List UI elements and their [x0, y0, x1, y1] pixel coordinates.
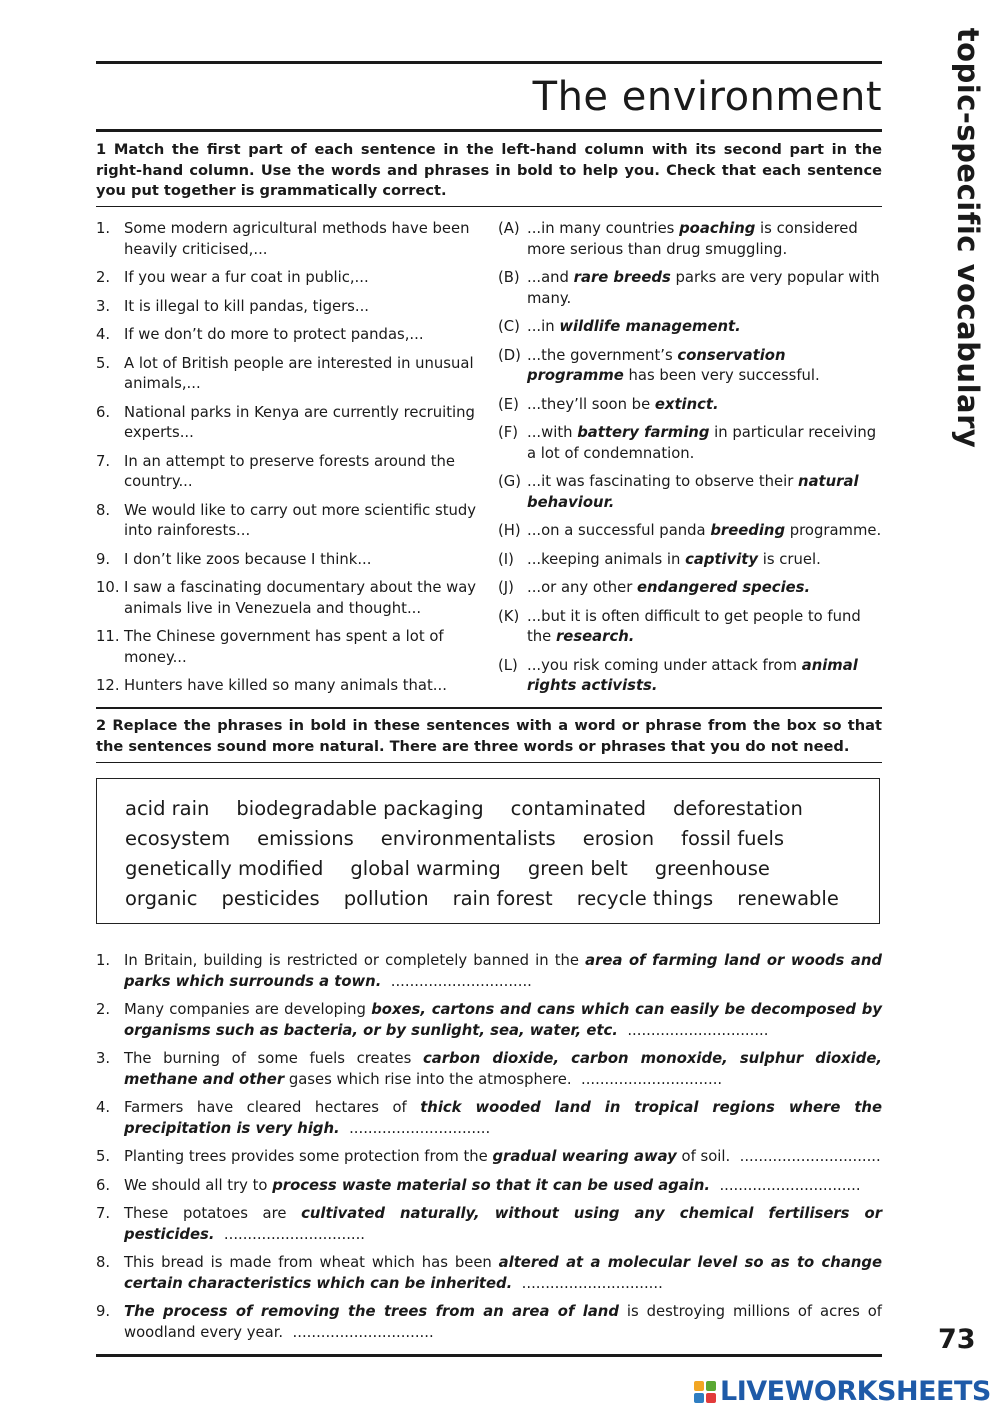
right-item [498, 472, 884, 513]
item-number: 4. [96, 326, 111, 343]
right-item [498, 423, 884, 464]
sentence-item [96, 1000, 882, 1041]
sentence-text [124, 1204, 882, 1245]
item-text: We would like to carry out more scientific study into rainforests... [124, 501, 477, 539]
item-letter: (C) [498, 318, 520, 335]
sentence-pre: Many companies are developing [124, 1001, 372, 1018]
sentence-text [124, 1049, 882, 1090]
item-letter: (F) [498, 424, 519, 441]
item-text [527, 317, 884, 338]
left-item [96, 403, 484, 444]
answer-blank[interactable]: .............................. [719, 1176, 861, 1194]
item-text: If we don’t do more to protect pandas,... [124, 326, 424, 343]
item-letter: (B) [498, 269, 520, 286]
left-item [96, 550, 484, 571]
sentence-post: gases which rise into the atmosphere. [284, 1070, 572, 1088]
right-item [498, 395, 884, 416]
item-number: 4. [96, 1099, 111, 1116]
word-box [96, 778, 880, 924]
item-text-post: programme. [785, 522, 882, 539]
bold-phrase: carbon dioxide, carbon monoxide, sulphur dioxide, methane and other [124, 1050, 882, 1088]
answer-blank[interactable]: .............................. [223, 1225, 366, 1243]
item-text: Hunters have killed so many animals that... [124, 677, 447, 694]
word-option: rain forest [452, 887, 553, 910]
item-number: 8. [96, 501, 111, 519]
item-text-post: is considered more serious than drug smuggling. [527, 220, 858, 258]
right-item [498, 578, 884, 599]
exercise1-right-column [498, 219, 884, 705]
item-text-pre: ...keeping animals in [527, 550, 686, 568]
answer-blank[interactable]: .............................. [739, 1148, 881, 1165]
item-number: 11. [96, 628, 120, 645]
item-number: 3. [96, 1050, 111, 1067]
sentence-text [124, 1147, 882, 1168]
item-text-pre: ...with [527, 424, 578, 441]
exercise1-bottom-rule [96, 707, 882, 709]
item-number: 2. [96, 269, 111, 286]
sentence-item [96, 1204, 882, 1245]
sentence-text [124, 1176, 882, 1197]
sentence-post: of soil. [676, 1148, 731, 1165]
sentence-text [124, 1302, 882, 1343]
item-number: 2. [96, 1001, 111, 1018]
item-number: 3. [96, 297, 111, 315]
right-item [498, 607, 884, 648]
right-item [498, 346, 884, 387]
item-letter: (J) [498, 579, 514, 596]
left-item [96, 627, 484, 668]
sentence-item [96, 951, 882, 992]
left-item [96, 268, 484, 289]
left-item [96, 219, 484, 260]
sentence-text [124, 1098, 882, 1139]
answer-blank[interactable]: .............................. [521, 1274, 663, 1292]
bold-phrase: boxes, cartons and cans which can easily be decomposed by organisms such as bacteria, or by sunlight, sea, water, etc. [124, 1001, 882, 1039]
sentence-item [96, 1302, 882, 1343]
left-item [96, 676, 484, 697]
key-phrase: conservation programme [527, 346, 786, 384]
item-text-pre: ...in [527, 318, 560, 335]
side-label: topic-specific vocabulary [951, 27, 985, 449]
item-text [527, 656, 884, 697]
item-number: 5. [96, 354, 111, 372]
word-option: acid rain [125, 797, 210, 820]
exercise2-sentences [96, 951, 882, 1351]
item-text [527, 219, 884, 260]
item-text-post: is cruel. [758, 550, 821, 568]
item-letter: (L) [498, 656, 518, 674]
bold-phrase: area of farming land or woods and parks which surrounds a town. [124, 952, 882, 990]
key-phrase: endangered species. [636, 579, 811, 596]
word-option: recycle things [576, 887, 714, 910]
word-option: greenhouse [654, 857, 770, 880]
word-option: deforestation [673, 797, 803, 820]
item-number: 9. [96, 550, 111, 568]
sentence-text [124, 951, 882, 992]
item-text [527, 268, 884, 309]
right-item [498, 219, 884, 260]
word-option: erosion [582, 827, 655, 850]
left-item [96, 354, 484, 395]
right-item [498, 656, 884, 697]
bottom-rule [96, 1354, 882, 1357]
sentence-item [96, 1253, 882, 1294]
word-option: biodegradable packaging [236, 797, 484, 820]
item-text: In an attempt to preserve forests around the country... [124, 452, 456, 490]
left-item [96, 578, 484, 619]
item-letter: (H) [498, 522, 521, 539]
liveworksheets-logo[interactable] [694, 1376, 991, 1407]
exercise2-instructions: 2 Replace the phrases in bold in these sentences with a word or phrase from the box so that the sentences sound more natural. There are three words or phrases that you do not need. [96, 717, 882, 755]
item-number: 12. [96, 677, 120, 694]
answer-blank[interactable]: .............................. [292, 1323, 434, 1341]
bold-phrase: altered at a molecular level so as to change certain characteristics which can be inherited. [124, 1254, 882, 1292]
exercise1-instructions: 1 Match the first part of each sentence in the left-hand column with its second part in the right-hand column. Use the words and phrases in bold to help you. Check that each sentence you put together is grammatically correct. [96, 141, 882, 199]
word-option: ecosystem [125, 827, 231, 850]
answer-blank[interactable]: .............................. [349, 1119, 491, 1137]
word-option: pollution [343, 887, 429, 910]
item-text [527, 550, 884, 571]
item-text: If you wear a fur coat in public,... [124, 269, 369, 286]
word-option: organic [125, 887, 198, 910]
page-title: The environment [532, 74, 882, 120]
right-item [498, 550, 884, 571]
sentence-pre: These potatoes are [124, 1205, 302, 1222]
item-number: 1. [96, 952, 111, 969]
item-text-post: parks are very popular with many. [527, 269, 880, 307]
item-text-post: in particular receiving a lot of condemnation. [527, 424, 877, 462]
item-number: 7. [96, 1205, 111, 1222]
item-letter: (D) [498, 346, 521, 364]
word-row [125, 827, 811, 850]
item-number: 8. [96, 1254, 111, 1271]
item-number: 7. [96, 452, 111, 470]
item-text [527, 423, 884, 464]
word-option: emissions [257, 827, 354, 850]
key-phrase: research. [556, 628, 635, 645]
item-text: A lot of British people are interested in unusual animals,... [124, 354, 474, 392]
key-phrase: wildlife management. [559, 318, 741, 335]
sentence-text [124, 1000, 882, 1041]
item-number: 10. [96, 579, 120, 596]
item-letter: (A) [498, 220, 520, 237]
sentence-pre: We should all try to [124, 1176, 273, 1194]
answer-blank[interactable]: .............................. [627, 1021, 769, 1039]
item-text: I saw a fascinating documentary about the way animals live in Venezuela and thought... [124, 579, 477, 617]
item-text: National parks in Kenya are currently recruiting experts... [124, 403, 475, 441]
item-text-pre: ...they’ll soon be [527, 395, 655, 413]
word-option: environmentalists [380, 827, 556, 850]
sentence-post: is destroying millions of acres of woodland every year. [124, 1303, 882, 1341]
word-option: green belt [527, 857, 628, 880]
logo-block [694, 1381, 704, 1391]
exercise1-rule [96, 206, 882, 207]
key-phrase: poaching [679, 220, 756, 237]
item-number: 9. [96, 1303, 111, 1320]
left-item [96, 325, 484, 346]
item-text-pre: ...in many countries [527, 220, 680, 237]
right-item [498, 521, 884, 542]
sentence-pre: The burning of some fuels creates [124, 1050, 423, 1067]
item-text [527, 607, 884, 648]
word-option: genetically modified [125, 857, 324, 880]
item-text: The Chinese government has spent a lot of money... [124, 628, 444, 666]
item-text: I don’t like zoos because I think... [124, 550, 372, 568]
item-number: 1. [96, 220, 111, 237]
bold-phrase: thick wooded land in tropical regions where the precipitation is very high. [124, 1099, 882, 1137]
item-text-pre: ...you risk coming under attack from [527, 656, 802, 674]
bold-phrase: The process of removing the trees from an area of land [124, 1303, 619, 1320]
left-item [96, 501, 484, 542]
exercise1-left-column [96, 219, 484, 705]
logo-text: LIVEWORKSHEETS [720, 1376, 991, 1407]
right-item [498, 317, 884, 338]
title-rule [96, 129, 882, 132]
item-number: 5. [96, 1148, 111, 1165]
item-text-pre: ...it was fascinating to observe their [527, 473, 799, 490]
sentence-item [96, 1049, 882, 1090]
top-rule [96, 61, 882, 64]
item-text [527, 521, 884, 542]
sentence-item [96, 1098, 882, 1139]
item-text [527, 346, 884, 387]
logo-block [706, 1393, 716, 1403]
key-phrase: breeding [710, 522, 786, 539]
key-phrase: captivity [685, 550, 759, 568]
item-letter: (K) [498, 607, 520, 625]
key-phrase: extinct. [654, 395, 719, 413]
item-text [527, 472, 884, 513]
left-item [96, 452, 484, 493]
sentence-pre: In Britain, building is restricted or completely banned in the [124, 952, 586, 969]
item-text: It is illegal to kill pandas, tigers... [124, 297, 369, 315]
sentence-pre: Farmers have cleared hectares of [124, 1099, 421, 1116]
item-letter: (G) [498, 473, 522, 490]
sentence-item [96, 1176, 882, 1197]
right-item [498, 268, 884, 309]
item-text: Some modern agricultural methods have been heavily criticised,... [124, 220, 470, 258]
item-number: 6. [96, 403, 111, 421]
key-phrase: battery farming [577, 424, 710, 441]
logo-block [694, 1393, 704, 1403]
logo-block [706, 1381, 716, 1391]
item-text-pre: ...or any other [527, 579, 637, 596]
answer-blank[interactable]: .............................. [390, 972, 532, 990]
word-row [125, 857, 797, 880]
word-option: fossil fuels [681, 827, 785, 850]
bold-phrase: cultivated naturally, without using any chemical fertilisers or pesticides. [124, 1205, 882, 1243]
answer-blank[interactable]: .............................. [581, 1070, 723, 1088]
word-row [125, 887, 863, 910]
bold-phrase: process waste material so that it can be used again. [272, 1176, 711, 1194]
item-text-post: has been very successful. [623, 367, 820, 384]
exercise2-rule [96, 762, 882, 763]
key-phrase: rare breeds [573, 269, 671, 286]
key-phrase: natural behaviour. [527, 473, 859, 511]
item-text-pre: ...and [527, 269, 574, 286]
word-option: global warming [350, 857, 501, 880]
item-text-pre: ...but it is often difficult to get people to fund the [527, 607, 861, 645]
item-letter: (E) [498, 395, 519, 413]
sentence-text [124, 1253, 882, 1294]
item-text-pre: ...on a successful panda [527, 522, 711, 539]
item-letter: (I) [498, 550, 514, 568]
sentence-item [96, 1147, 882, 1168]
item-text [527, 395, 884, 416]
sentence-pre: This bread is made from wheat which has been [124, 1254, 499, 1271]
bold-phrase: gradual wearing away [492, 1148, 677, 1165]
sentence-pre: Planting trees provides some protection from the [124, 1148, 493, 1165]
word-option: pesticides [221, 887, 320, 910]
item-number: 6. [96, 1176, 111, 1194]
word-option: renewable [737, 887, 839, 910]
item-text [527, 578, 884, 599]
left-item [96, 297, 484, 318]
word-row [125, 797, 830, 820]
key-phrase: animal rights activists. [527, 656, 858, 694]
logo-blocks-icon [694, 1381, 716, 1403]
page-number: 73 [938, 1324, 976, 1355]
word-option: contaminated [510, 797, 647, 820]
item-text-pre: ...the government’s [527, 346, 678, 364]
